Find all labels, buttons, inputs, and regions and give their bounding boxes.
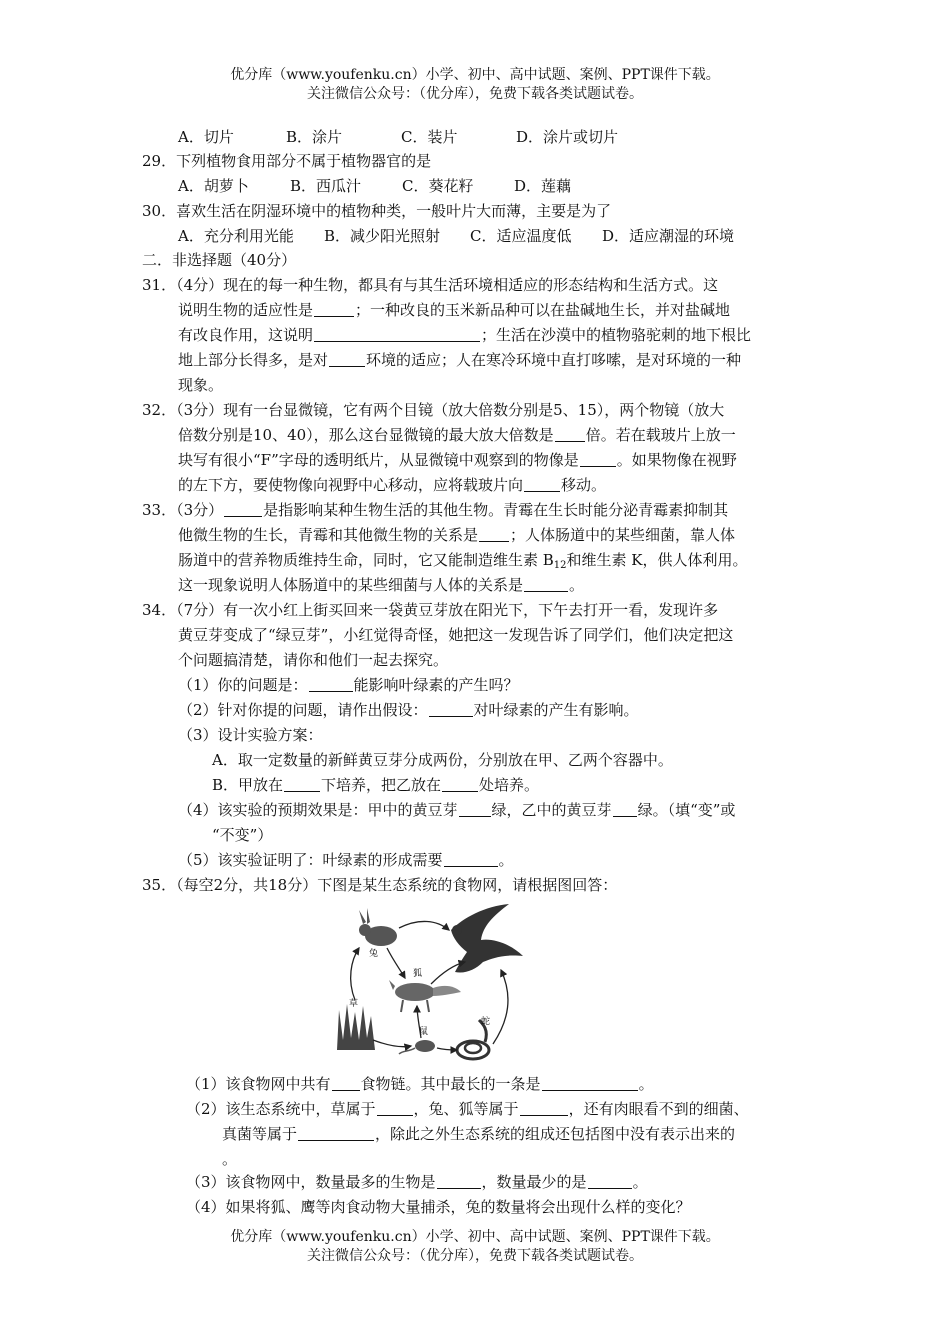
q28-option-c: C．装片 bbox=[401, 128, 458, 146]
q33-text-3b: 和维生素 K，供人体利用。 bbox=[566, 551, 748, 569]
q30-text: 喜欢生活在阴湿环境中的植物种类，一般叶片大而薄，主要是为了 bbox=[176, 202, 612, 220]
q32-line-4 bbox=[178, 473, 606, 497]
q34-p4-text-c: 绿。（填“变”或 bbox=[637, 801, 736, 819]
q35-part-4: （4）如果将狐、鹰等肉食动物大量捕杀，兔的数量将会出现什么样的变化？ bbox=[186, 1198, 691, 1216]
q30-stem bbox=[142, 199, 611, 223]
q33-line-2 bbox=[178, 523, 735, 547]
label-fox: 狐 bbox=[413, 969, 423, 979]
footer-line-1: 优分库（www.youfenku.cn）小学、初中、高中试题、案例、PPT课件下载。 bbox=[230, 1229, 720, 1245]
q34-p3b-text-c: 处培养。 bbox=[479, 776, 540, 794]
q34-p2-text-a: （2）针对你提的问题，请作出假设： bbox=[178, 701, 428, 719]
answer-blank[interactable] bbox=[429, 702, 473, 717]
q31-text-2b: ；一种改良的玉米新品种可以在盐碱地生长，并对盐碱地 bbox=[355, 301, 731, 319]
q33-text-2b: ；人体肠道中的某些细菌，靠人体 bbox=[510, 526, 736, 544]
q33-text-3a: 肠道中的营养物质维持生命，同时，它又能制造维生素 B bbox=[178, 551, 554, 569]
q32-text-3b: 。如果物像在视野 bbox=[616, 451, 737, 469]
page-footer bbox=[0, 1228, 950, 1266]
food-web-figure bbox=[333, 900, 528, 1070]
q34-part-3b bbox=[212, 773, 539, 797]
q35-line-1 bbox=[142, 873, 617, 897]
q35-p3-text-b: ，数量最少的是 bbox=[481, 1173, 587, 1191]
q30-option-b: B．减少阳光照射 bbox=[324, 227, 441, 245]
answer-blank[interactable] bbox=[309, 677, 353, 692]
label-rabbit: 兔 bbox=[369, 949, 379, 959]
q34-text-1: （7分）有一次小红上街买回来一袋黄豆芽放在阳光下，下午去打开一看，发现许多 bbox=[176, 601, 719, 619]
q32-line-2 bbox=[178, 423, 736, 447]
q32-text-4b: 移动。 bbox=[561, 476, 607, 494]
answer-blank[interactable] bbox=[332, 1076, 360, 1091]
answer-blank[interactable] bbox=[613, 802, 637, 817]
q34-line-2: 黄豆芽变成了“绿豆芽”，小红觉得奇怪，她把这一发现告诉了同学们，他们决定把这 bbox=[178, 626, 734, 644]
q28-option-b: B．涂片 bbox=[286, 128, 343, 146]
answer-blank[interactable] bbox=[580, 452, 616, 467]
q33-line-1 bbox=[142, 498, 728, 522]
q32-line-3 bbox=[178, 448, 737, 472]
q34-part-1 bbox=[178, 673, 519, 697]
q32-number: 32． bbox=[142, 401, 177, 419]
answer-blank[interactable] bbox=[224, 502, 262, 517]
q28-options bbox=[178, 125, 618, 149]
q29-options bbox=[178, 174, 571, 198]
q31-line-5: 现象。 bbox=[178, 376, 224, 394]
q31-text-1: （4分）现在的每一种生物，都具有与其生活环境相适应的形态结构和生活方式。这 bbox=[176, 276, 719, 294]
footer-line-2: 关注微信公众号：（优分库），免费下载各类试题试卷。 bbox=[307, 1248, 643, 1264]
q33-text-1b: 是指影响某种生物生活的其他生物。青霉在生长时能分泌青霉素抑制其 bbox=[263, 501, 729, 519]
q33-line-4 bbox=[178, 573, 584, 597]
answer-blank[interactable] bbox=[314, 327, 480, 342]
q33-text-4b: 。 bbox=[569, 576, 585, 594]
q34-p5-text-a: （5）该实验证明了：叶绿素的形成需要 bbox=[178, 851, 443, 869]
answer-blank[interactable] bbox=[284, 777, 320, 792]
answer-blank[interactable] bbox=[479, 527, 509, 542]
q31-number: 31． bbox=[142, 276, 177, 294]
q35-part-3 bbox=[186, 1170, 648, 1194]
q35-p2-text-d: 真菌等属于 bbox=[222, 1125, 298, 1143]
q31-text-4a: 地上部分长得多，是对 bbox=[178, 351, 329, 369]
q31-text-4b: 环境的适应；人在寒冷环境中直打哆嗦，是对环境的一种 bbox=[366, 351, 742, 369]
q29-option-a: A．胡萝卜 bbox=[178, 177, 249, 195]
q33-number: 33． bbox=[142, 501, 177, 519]
q34-part-5 bbox=[178, 848, 514, 872]
q35-p1-text-b: 食物链。其中最长的一条是 bbox=[360, 1075, 541, 1093]
label-snake: 蛇 bbox=[481, 1017, 491, 1027]
q28-option-a: A．切片 bbox=[178, 128, 234, 146]
answer-blank[interactable] bbox=[329, 352, 365, 367]
q34-part-2 bbox=[178, 698, 639, 722]
header-line-2: 关注微信公众号：（优分库），免费下载各类试题试卷。 bbox=[307, 86, 643, 102]
q32-text-2b: 倍。若在载玻片上放一 bbox=[585, 426, 736, 444]
q31-text-2a: 说明生物的适应性是 bbox=[178, 301, 314, 319]
q29-option-b: B．西瓜汁 bbox=[290, 177, 362, 195]
q35-part-2 bbox=[186, 1097, 749, 1121]
q32-line-1 bbox=[142, 398, 724, 422]
section-title: 二．非选择题（40分） bbox=[142, 251, 297, 269]
q34-part-4 bbox=[178, 798, 735, 822]
q31-line-1 bbox=[142, 273, 718, 297]
q30-option-c: C．适应温度低 bbox=[470, 227, 572, 245]
eagle-icon bbox=[451, 904, 523, 973]
q35-p1-text-a: （1）该食物网中共有 bbox=[186, 1075, 331, 1093]
q32-text-3a: 块写有很小“F”字母的透明纸片，从显微镜中观察到的物像是 bbox=[178, 451, 579, 469]
q34-number: 34． bbox=[142, 601, 177, 619]
answer-blank[interactable] bbox=[442, 777, 478, 792]
fox-icon bbox=[389, 980, 461, 1012]
grass-icon bbox=[337, 1004, 375, 1050]
q31-text-3a: 有改良作用，这说明 bbox=[178, 326, 314, 344]
q29-text: 下列植物食用部分不属于植物器官的是 bbox=[176, 152, 432, 170]
q35-part-2-end: 。 bbox=[222, 1150, 238, 1168]
q31-text-3b: ；生活在沙漠中的植物骆驼刺的地下根比 bbox=[481, 326, 752, 344]
q30-option-d: D．适应潮湿的环境 bbox=[602, 227, 735, 245]
q35-number: 35． bbox=[142, 876, 177, 894]
q35-p2-text-c: ，还有肉眼看不到的细菌、 bbox=[568, 1100, 749, 1118]
answer-blank[interactable] bbox=[444, 852, 498, 867]
header-line-1: 优分库（www.youfenku.cn）小学、初中、高中试题、案例、PPT课件下载。 bbox=[230, 67, 720, 83]
page-header bbox=[0, 66, 950, 104]
q34-p3b-text-b: 下培养，把乙放在 bbox=[321, 776, 442, 794]
q33-text-2a: 他微生物的生长，青霉和其他微生物的关系是 bbox=[178, 526, 479, 544]
q35-p2-text-a: （2）该生态系统中，草属于 bbox=[186, 1100, 376, 1118]
answer-blank[interactable] bbox=[524, 577, 568, 592]
q28-option-d: D．涂片或切片 bbox=[516, 128, 619, 146]
answer-blank[interactable] bbox=[377, 1101, 413, 1116]
q35-p3-text-c: 。 bbox=[632, 1173, 648, 1191]
q35-p2-text-b: ，兔、狐等属于 bbox=[413, 1100, 519, 1118]
q34-p4-text-b: 绿，乙中的黄豆芽 bbox=[491, 801, 612, 819]
answer-blank[interactable] bbox=[524, 477, 560, 492]
q30-option-a: A．充分利用光能 bbox=[178, 227, 294, 245]
q31-line-2 bbox=[178, 298, 730, 322]
answer-blank[interactable] bbox=[520, 1101, 568, 1116]
q34-p4-text-a: （4）该实验的预期效果是：甲中的黄豆芽 bbox=[178, 801, 458, 819]
label-grass: 草 bbox=[349, 999, 359, 1009]
q31-line-4 bbox=[178, 348, 741, 372]
answer-blank[interactable] bbox=[314, 302, 354, 317]
q35-p1-text-c: 。 bbox=[638, 1075, 654, 1093]
q33-text-4a: 这一现象说明人体肠道中的某些细菌与人体的关系是 bbox=[178, 576, 524, 594]
label-mouse: 鼠 bbox=[419, 1027, 429, 1037]
q32-text-4a: 的左下方，要使物像向视野中心移动，应将载玻片向 bbox=[178, 476, 524, 494]
q34-part-4-cont: “不变”） bbox=[212, 826, 273, 844]
rabbit-icon bbox=[359, 908, 397, 946]
q34-line-1 bbox=[142, 598, 718, 622]
answer-blank[interactable] bbox=[298, 1126, 374, 1141]
q35-part-2-cont bbox=[222, 1122, 735, 1146]
q34-p1-text-b: 能影响叶绿素的产生吗？ bbox=[353, 676, 519, 694]
q34-part-3a: A．取一定数量的新鲜黄豆芽分成两份，分别放在甲、乙两个容器中。 bbox=[212, 751, 673, 769]
q29-option-d: D．莲藕 bbox=[514, 177, 572, 195]
answer-blank[interactable] bbox=[437, 1174, 481, 1189]
q35-part-1 bbox=[186, 1072, 654, 1096]
q34-p1-text-a: （1）你的问题是： bbox=[178, 676, 308, 694]
answer-blank[interactable] bbox=[459, 802, 491, 817]
q34-p3b-text-a: B．甲放在 bbox=[212, 776, 284, 794]
q34-part-3: （3）设计实验方案： bbox=[178, 726, 323, 744]
q29-option-c: C．葵花籽 bbox=[402, 177, 474, 195]
q34-p5-text-b: 。 bbox=[498, 851, 514, 869]
q35-p3-text-a: （3）该食物网中，数量最多的生物是 bbox=[186, 1173, 436, 1191]
q31-line-3 bbox=[178, 323, 751, 347]
q33-text-1a: （3分） bbox=[176, 501, 224, 519]
q34-line-3: 个问题搞清楚，请你和他们一起去探究。 bbox=[178, 651, 449, 669]
q33-subscript: 12 bbox=[553, 560, 567, 571]
q30-number: 30． bbox=[142, 202, 177, 220]
q32-text-2a: 倍数分别是10、40），那么这台显微镜的最大放大倍数是 bbox=[178, 426, 554, 444]
q34-p2-text-b: 对叶绿素的产生有影响。 bbox=[473, 701, 639, 719]
answer-blank[interactable] bbox=[542, 1076, 638, 1091]
answer-blank[interactable] bbox=[588, 1174, 632, 1189]
q35-p2-text-e: ，除此之外生态系统的组成还包括图中没有表示出来的 bbox=[375, 1125, 736, 1143]
q32-text-1: （3分）现有一台显微镜，它有两个目镜（放大倍数分别是5、15），两个物镜（放大 bbox=[176, 401, 725, 419]
q30-options bbox=[178, 224, 734, 248]
label-eagle: 鹰 bbox=[489, 931, 499, 941]
q29-stem bbox=[142, 149, 431, 173]
answer-blank[interactable] bbox=[555, 427, 585, 442]
q29-number: 29． bbox=[142, 152, 177, 170]
q35-text-1: （每空2分，共18分）下图是某生态系统的食物网，请根据图回答： bbox=[176, 876, 618, 894]
